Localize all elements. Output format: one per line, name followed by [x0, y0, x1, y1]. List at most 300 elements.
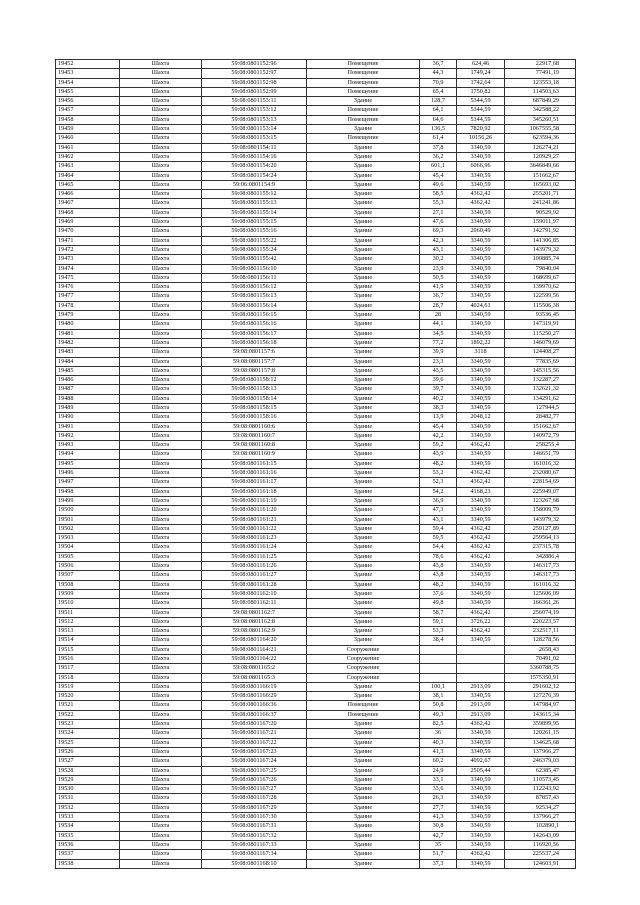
settlement-cell: Шахта	[120, 757, 202, 766]
area-cell: 30,8	[420, 822, 457, 831]
settlement-cell: Шахта	[120, 441, 202, 450]
cadastral-value-cell: 137966,27	[505, 813, 576, 822]
settlement-cell: Шахта	[120, 255, 202, 264]
table-row	[56, 236, 576, 245]
area-cell: 601,1	[420, 162, 457, 171]
specific-value-cell: 3340,59	[457, 394, 505, 403]
area-cell: 28	[420, 311, 457, 320]
row-number: 19502	[56, 524, 120, 533]
object-type-cell: Здание	[307, 431, 420, 440]
object-type-cell: Здание	[307, 403, 420, 412]
object-type-cell: Здание	[307, 218, 420, 227]
specific-value-cell: 4362,42	[457, 190, 505, 199]
row-number: 19499	[56, 496, 120, 505]
cadastral-number-cell: 59:08:0801155:13	[202, 199, 307, 208]
object-type-cell: Здание	[307, 534, 420, 543]
specific-value-cell	[457, 664, 505, 673]
row-number: 19470	[56, 227, 120, 236]
settlement-cell: Шахта	[120, 636, 202, 645]
row-number: 19506	[56, 562, 120, 571]
settlement-cell: Шахта	[120, 357, 202, 366]
cadastral-number-cell: 59:08:0801158:15	[202, 403, 307, 412]
object-type-cell: Здание	[307, 757, 420, 766]
specific-value-cell: 2048,12	[457, 413, 505, 422]
cadastral-number-cell: 59:08:0801165:2	[202, 664, 307, 673]
cadastral-value-cell: 115506,38	[505, 301, 576, 310]
table-row	[56, 171, 576, 180]
row-number: 19476	[56, 283, 120, 292]
specific-value-cell: 2505,44	[457, 766, 505, 775]
specific-value-cell: 4362,42	[457, 524, 505, 533]
cadastral-value-cell: 225949,07	[505, 487, 576, 496]
specific-value-cell: 4362,42	[457, 543, 505, 552]
row-number: 19524	[56, 729, 120, 738]
object-type-cell: Здание	[307, 608, 420, 617]
area-cell: 43,8	[420, 562, 457, 571]
cadastral-number-cell: 59:08:0801156:14	[202, 301, 307, 310]
object-type-cell: Здание	[307, 478, 420, 487]
object-type-cell: Здание	[307, 152, 420, 161]
table-row	[56, 543, 576, 552]
specific-value-cell: 3340,59	[457, 859, 505, 868]
cadastral-value-cell: 90529,92	[505, 208, 576, 217]
area-cell: 43,9	[420, 450, 457, 459]
object-type-cell: Здание	[307, 376, 420, 385]
cadastral-value-cell: 142791,92	[505, 227, 576, 236]
table-row	[56, 97, 576, 106]
specific-value-cell: 3340,59	[457, 515, 505, 524]
area-cell: 47,6	[420, 218, 457, 227]
row-number: 19481	[56, 329, 120, 338]
cadastral-value-cell: 359899,95	[505, 720, 576, 729]
table-row	[56, 524, 576, 533]
object-type-cell: Здание	[307, 840, 420, 849]
table-row	[56, 422, 576, 431]
row-number: 19463	[56, 162, 120, 171]
cadastral-number-cell: 59:08:0801160:7	[202, 431, 307, 440]
settlement-cell: Шахта	[120, 190, 202, 199]
object-type-cell: Здание	[307, 720, 420, 729]
settlement-cell: Шахта	[120, 496, 202, 505]
cadastral-number-cell: 59:08:0801155:42	[202, 255, 307, 264]
cadastral-number-cell: 59:08:0801165:3	[202, 673, 307, 682]
cadastral-value-cell: 116920,56	[505, 840, 576, 849]
cadastral-value-cell: 137966,27	[505, 747, 576, 756]
area-cell: 58,7	[420, 608, 457, 617]
area-cell: 49,8	[420, 599, 457, 608]
settlement-cell: Шахта	[120, 831, 202, 840]
settlement-cell: Шахта	[120, 701, 202, 710]
settlement-cell: Шахта	[120, 571, 202, 580]
cadastral-number-cell: 59:08:0801167:21	[202, 729, 307, 738]
cadastral-number-cell: 59:08:0801160:9	[202, 450, 307, 459]
cadastral-number-cell: 59:08:0801155:16	[202, 227, 307, 236]
area-cell: 128,7	[420, 97, 457, 106]
cadastral-number-cell: 59:08:0801162:11	[202, 599, 307, 608]
cadastral-value-cell: 1067555,58	[505, 125, 576, 134]
settlement-cell: Шахта	[120, 599, 202, 608]
cadastral-value-cell: 165693,02	[505, 180, 576, 189]
area-cell	[420, 655, 457, 664]
specific-value-cell: 3340,59	[457, 747, 505, 756]
row-number: 19477	[56, 292, 120, 301]
object-type-cell: Здание	[307, 682, 420, 691]
cadastral-number-cell: 59:08:0801167:26	[202, 775, 307, 784]
area-cell: 36,7	[420, 292, 457, 301]
table-row	[56, 720, 576, 729]
row-number: 19478	[56, 301, 120, 310]
area-cell: 59,4	[420, 524, 457, 533]
row-number: 19514	[56, 636, 120, 645]
settlement-cell: Шахта	[120, 236, 202, 245]
table-row	[56, 301, 576, 310]
settlement-cell: Шахта	[120, 245, 202, 254]
specific-value-cell: 1742,64	[457, 78, 505, 87]
area-cell: 48,2	[420, 459, 457, 468]
row-number: 19456	[56, 97, 120, 106]
table-row	[56, 850, 576, 859]
table-row	[56, 478, 576, 487]
row-number: 19485	[56, 366, 120, 375]
area-cell: 53,2	[420, 469, 457, 478]
specific-value-cell: 4362,42	[457, 441, 505, 450]
area-cell: 48,2	[420, 580, 457, 589]
row-number: 19455	[56, 87, 120, 96]
table-row	[56, 413, 576, 422]
row-number: 19475	[56, 273, 120, 282]
area-cell: 39,6	[420, 376, 457, 385]
area-cell: 40,3	[420, 738, 457, 747]
cadastral-number-cell: 59:08:0801166:37	[202, 710, 307, 719]
cadastral-number-cell: 59:08:0801161:28	[202, 580, 307, 589]
row-number: 19495	[56, 459, 120, 468]
table-row	[56, 385, 576, 394]
specific-value-cell: 4362,42	[457, 627, 505, 636]
table-row	[56, 180, 576, 189]
cadastral-number-cell: 59:08:0801154:20	[202, 162, 307, 171]
specific-value-cell: 3340,59	[457, 599, 505, 608]
object-type-cell: Здание	[307, 311, 420, 320]
cadastral-number-cell: 59:08:0801167:31	[202, 822, 307, 831]
cadastral-value-cell: 79840,04	[505, 264, 576, 273]
object-type-cell: Здание	[307, 524, 420, 533]
row-number: 19509	[56, 589, 120, 598]
cadastral-value-cell: 246379,03	[505, 757, 576, 766]
settlement-cell: Шахта	[120, 97, 202, 106]
table-row	[56, 496, 576, 505]
object-type-cell: Здание	[307, 329, 420, 338]
object-type-cell: Здание	[307, 97, 420, 106]
specific-value-cell: 3340,59	[457, 831, 505, 840]
settlement-cell: Шахта	[120, 311, 202, 320]
area-cell: 42,2	[420, 431, 457, 440]
specific-value-cell: 3340,59	[457, 292, 505, 301]
table-row	[56, 283, 576, 292]
specific-value-cell: 3340,59	[457, 813, 505, 822]
object-type-cell: Здание	[307, 245, 420, 254]
settlement-cell: Шахта	[120, 552, 202, 561]
area-cell: 43,5	[420, 366, 457, 375]
area-cell: 33,6	[420, 785, 457, 794]
row-number: 19497	[56, 478, 120, 487]
cadastral-value-cell: 146317,73	[505, 562, 576, 571]
cadastral-number-cell: 59:08:0801153:14	[202, 125, 307, 134]
table-row	[56, 636, 576, 645]
area-cell: 23,3	[420, 357, 457, 366]
table-row	[56, 487, 576, 496]
cadastral-value-cell: 141306,85	[505, 236, 576, 245]
row-number: 19493	[56, 441, 120, 450]
table-row	[56, 403, 576, 412]
cadastral-value-cell: 146651,79	[505, 450, 576, 459]
area-cell: 36,7	[420, 60, 457, 69]
specific-value-cell: 3340,59	[457, 692, 505, 701]
specific-value-cell: 1749,24	[457, 69, 505, 78]
cadastral-value-cell: 255201,71	[505, 190, 576, 199]
settlement-cell: Шахта	[120, 125, 202, 134]
row-number: 19458	[56, 115, 120, 124]
specific-value-cell	[457, 655, 505, 664]
cadastral-value-cell: 127276,39	[505, 692, 576, 701]
table-row	[56, 627, 576, 636]
cadastral-value-cell: 159011,97	[505, 218, 576, 227]
area-cell: 100,1	[420, 682, 457, 691]
cadastral-value-cell: 28482,77	[505, 413, 576, 422]
area-cell: 38,3	[420, 403, 457, 412]
specific-value-cell: 7820,92	[457, 125, 505, 134]
area-cell: 47,3	[420, 506, 457, 515]
specific-value-cell: 3340,59	[457, 589, 505, 598]
cadastral-number-cell: 59:08:0801156:10	[202, 264, 307, 273]
cadastral-number-cell: 59:08:0801155:15	[202, 218, 307, 227]
row-number: 19534	[56, 822, 120, 831]
area-cell: 45,4	[420, 171, 457, 180]
object-type-cell: Здание	[307, 357, 420, 366]
cadastral-value-cell: 77491,19	[505, 69, 576, 78]
area-cell: 26,3	[420, 794, 457, 803]
cadastral-number-cell: 59:08:0801164:20	[202, 636, 307, 645]
specific-value-cell: 624,46	[457, 60, 505, 69]
cadastral-number-cell: 59:08:0801167:23	[202, 747, 307, 756]
area-cell: 44,3	[420, 69, 457, 78]
object-type-cell: Здание	[307, 850, 420, 859]
settlement-cell: Шахта	[120, 747, 202, 756]
specific-value-cell: 3340,59	[457, 152, 505, 161]
settlement-cell: Шахта	[120, 283, 202, 292]
area-cell: 36,9	[420, 496, 457, 505]
cadastral-number-cell: 59:08:0801157:7	[202, 357, 307, 366]
object-type-cell: Здание	[307, 143, 420, 152]
settlement-cell: Шахта	[120, 60, 202, 69]
area-cell: 54,4	[420, 543, 457, 552]
object-type-cell: Здание	[307, 348, 420, 357]
area-cell: 42,7	[420, 831, 457, 840]
settlement-cell: Шахта	[120, 208, 202, 217]
cadastral-number-cell: 59:08:0801152:96	[202, 60, 307, 69]
cadastral-value-cell: 237315,78	[505, 543, 576, 552]
row-number: 19486	[56, 376, 120, 385]
cadastral-value-cell: 132621,32	[505, 385, 576, 394]
cadastral-number-cell: 59:08:0801162:7	[202, 608, 307, 617]
cadastral-value-cell: 126274,21	[505, 143, 576, 152]
specific-value-cell: 3340,59	[457, 245, 505, 254]
object-type-cell: Здание	[307, 413, 420, 422]
cadastral-number-cell: 59:08:0801155:12	[202, 190, 307, 199]
table-row	[56, 552, 576, 561]
area-cell: 50,8	[420, 701, 457, 710]
table-row	[56, 459, 576, 468]
row-number: 19492	[56, 431, 120, 440]
table-row	[56, 152, 576, 161]
cadastral-value-cell: 158009,79	[505, 506, 576, 515]
cadastral-value-cell: 62385,47	[505, 766, 576, 775]
settlement-cell: Шахта	[120, 227, 202, 236]
area-cell: 36	[420, 729, 457, 738]
area-cell: 54,2	[420, 487, 457, 496]
table-row	[56, 617, 576, 626]
table-row	[56, 831, 576, 840]
table-row	[56, 78, 576, 87]
table-row	[56, 273, 576, 282]
row-number: 19530	[56, 785, 120, 794]
table-row	[56, 692, 576, 701]
object-type-cell: Здание	[307, 794, 420, 803]
table-row	[56, 469, 576, 478]
table-row	[56, 357, 576, 366]
table-row	[56, 580, 576, 589]
object-type-cell: Здание	[307, 729, 420, 738]
cadastral-number-cell: 59:08:0801161:15	[202, 459, 307, 468]
settlement-cell: Шахта	[120, 589, 202, 598]
settlement-cell: Шахта	[120, 171, 202, 180]
cadastral-number-cell: 59:08:0801167:27	[202, 785, 307, 794]
row-number: 19459	[56, 125, 120, 134]
specific-value-cell: 3340,59	[457, 636, 505, 645]
cadastral-number-cell: 59:08:0801161:25	[202, 552, 307, 561]
cadastral-value-cell: 87857,43	[505, 794, 576, 803]
row-number: 19529	[56, 775, 120, 784]
cadastral-value-cell: 147984,97	[505, 701, 576, 710]
table-row	[56, 255, 576, 264]
specific-value-cell: 4362,42	[457, 720, 505, 729]
table-row	[56, 803, 576, 812]
specific-value-cell: 3340,59	[457, 366, 505, 375]
settlement-cell: Шахта	[120, 543, 202, 552]
cadastral-number-cell: 59:08:0801157:8	[202, 366, 307, 375]
object-type-cell: Здание	[307, 394, 420, 403]
cadastral-number-cell: 59:08:0801168:10	[202, 859, 307, 868]
area-cell: 27,7	[420, 803, 457, 812]
cadastral-value-cell: 147319,91	[505, 320, 576, 329]
object-type-cell: Здание	[307, 385, 420, 394]
row-number: 19462	[56, 152, 120, 161]
specific-value-cell: 3340,59	[457, 273, 505, 282]
area-cell: 43,8	[420, 571, 457, 580]
object-type-cell: Здание	[307, 859, 420, 868]
object-type-cell: Здание	[307, 506, 420, 515]
object-type-cell: Здание	[307, 320, 420, 329]
cadastral-value-cell: 241241,86	[505, 199, 576, 208]
row-number: 19531	[56, 794, 120, 803]
table-row	[56, 515, 576, 524]
row-number: 19473	[56, 255, 120, 264]
cadastral-number-cell: 59:08:0801155:24	[202, 245, 307, 254]
row-number: 19520	[56, 692, 120, 701]
cadastral-value-cell: 143615,34	[505, 710, 576, 719]
object-type-cell: Помещение	[307, 87, 420, 96]
specific-value-cell: 2060,49	[457, 227, 505, 236]
table-row	[56, 729, 576, 738]
object-type-cell: Здание	[307, 236, 420, 245]
area-cell: 70,9	[420, 78, 457, 87]
table-row	[56, 441, 576, 450]
specific-value-cell: 3340,59	[457, 357, 505, 366]
settlement-cell: Шахта	[120, 385, 202, 394]
row-number: 19465	[56, 180, 120, 189]
object-type-cell: Здание	[307, 775, 420, 784]
cadastral-value-cell: 151662,67	[505, 171, 576, 180]
object-type-cell: Здание	[307, 366, 420, 375]
table-row	[56, 655, 576, 664]
row-number: 19457	[56, 106, 120, 115]
area-cell: 41,9	[420, 283, 457, 292]
cadastral-value-cell: 342588,22	[505, 106, 576, 115]
object-type-cell: Здание	[307, 171, 420, 180]
cadastral-number-cell: 59:08:0801167:24	[202, 757, 307, 766]
cadastral-value-cell: 77835,69	[505, 357, 576, 366]
table-row	[56, 208, 576, 217]
row-number: 19483	[56, 348, 120, 357]
area-cell: 39,7	[420, 385, 457, 394]
cadastral-number-cell: 59:08:0801167:29	[202, 803, 307, 812]
settlement-cell: Шахта	[120, 692, 202, 701]
object-type-cell: Сооружение	[307, 673, 420, 682]
object-type-cell: Здание	[307, 496, 420, 505]
area-cell: 35	[420, 840, 457, 849]
object-type-cell: Здание	[307, 580, 420, 589]
cadastral-value-cell: 146317,73	[505, 571, 576, 580]
table-row	[56, 608, 576, 617]
specific-value-cell: 3340,59	[457, 785, 505, 794]
area-cell: 59,5	[420, 534, 457, 543]
cadastral-value-cell: 100885,74	[505, 255, 576, 264]
row-number: 19472	[56, 245, 120, 254]
row-number: 19466	[56, 190, 120, 199]
specific-value-cell: 3340,59	[457, 264, 505, 273]
settlement-cell: Шахта	[120, 292, 202, 301]
area-cell: 39,9	[420, 348, 457, 357]
area-cell: 37,3	[420, 859, 457, 868]
object-type-cell: Здание	[307, 450, 420, 459]
row-number: 19474	[56, 264, 120, 273]
cadastral-value-cell: 345260,51	[505, 115, 576, 124]
row-number: 19526	[56, 747, 120, 756]
object-type-cell: Здание	[307, 469, 420, 478]
specific-value-cell: 2913,09	[457, 701, 505, 710]
specific-value-cell: 5344,59	[457, 106, 505, 115]
specific-value-cell: 1892,22	[457, 338, 505, 347]
row-number: 19521	[56, 701, 120, 710]
cadastral-number-cell: 59:08:0801153:15	[202, 134, 307, 143]
area-cell: 38,4	[420, 636, 457, 645]
object-type-cell: Здание	[307, 543, 420, 552]
row-number: 19460	[56, 134, 120, 143]
cadastral-number-cell: 59:08:0801158:13	[202, 385, 307, 394]
specific-value-cell: 3340,59	[457, 143, 505, 152]
row-number: 19494	[56, 450, 120, 459]
table-row	[56, 766, 576, 775]
settlement-cell: Шахта	[120, 664, 202, 673]
